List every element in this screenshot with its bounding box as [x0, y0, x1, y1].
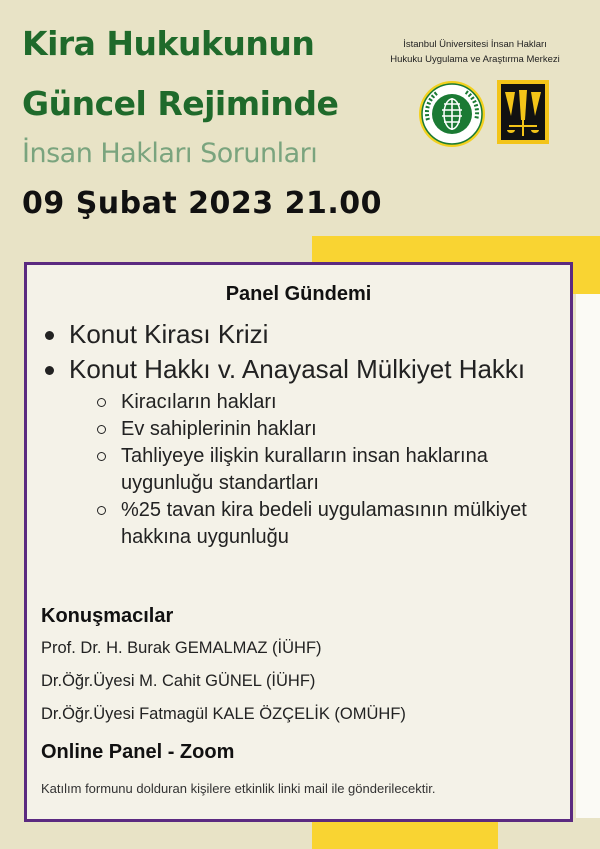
- bullet-icon: [45, 366, 54, 375]
- bullet-icon: [45, 331, 54, 340]
- title-line-2: Güncel Rejiminde: [22, 84, 339, 123]
- subtitle: İnsan Hakları Sorunları: [22, 138, 318, 169]
- right-strip: [576, 294, 600, 818]
- title-line-1: Kira Hukukunun: [22, 24, 315, 63]
- agenda-subitem-label: %25 tavan kira bedeli uygulamasının mülkiyet hakkına uygunluğu: [121, 499, 527, 548]
- agenda-item: [41, 317, 551, 352]
- agenda-subitem: [91, 443, 551, 497]
- agenda-subitem: [91, 389, 551, 416]
- organization-name: [370, 37, 580, 67]
- speaker-name: Prof. Dr. H. Burak GEMALMAZ (İÜHF): [41, 639, 322, 657]
- speaker-name: Dr.Öğr.Üyesi Fatmagül KALE ÖZÇELİK (OMÜHF): [41, 705, 406, 723]
- agenda-sublist: [69, 389, 551, 551]
- event-date: 09 Şubat 2023 21.00: [22, 186, 382, 221]
- agenda-subitem: [91, 416, 551, 443]
- agenda-item: [41, 352, 551, 551]
- organization-line-2: Hukuku Uygulama ve Araştırma Merkezi: [390, 54, 560, 65]
- registration-note: Katılım formunu dolduran kişilere etkinlik linki mail ile gönderilecektir.: [41, 781, 436, 796]
- panel-title: Panel Gündemi: [225, 283, 372, 305]
- agenda-subitem-label: Ev sahiplerinin hakları: [121, 418, 317, 440]
- agenda-panel: [24, 262, 573, 822]
- university-seal-logo: [418, 80, 486, 148]
- circle-bullet-icon: [97, 506, 106, 515]
- organization-line-1: İstanbul Üniversitesi İnsan Hakları: [403, 39, 547, 50]
- circle-bullet-icon: [97, 398, 106, 407]
- agenda-item-label: Konut Kirası Krizi: [69, 319, 269, 349]
- human-rights-centre-logo: [497, 80, 549, 144]
- online-panel-heading: Online Panel - Zoom: [41, 741, 235, 763]
- agenda-list: [41, 317, 551, 551]
- circle-bullet-icon: [97, 425, 106, 434]
- agenda-subitem-label: Tahliyeye ilişkin kuralların insan haklarına uygunluğu standartları: [121, 445, 488, 494]
- yellow-accent-bottom: [312, 818, 498, 849]
- speakers-heading: Konuşmacılar: [41, 605, 174, 627]
- circle-bullet-icon: [97, 452, 106, 461]
- agenda-subitem: [91, 497, 551, 551]
- agenda-item-label: Konut Hakkı v. Anayasal Mülkiyet Hakkı: [69, 354, 526, 384]
- agenda-subitem-label: Kiracıların hakları: [121, 391, 277, 413]
- speaker-name: Dr.Öğr.Üyesi M. Cahit GÜNEL (İÜHF): [41, 672, 316, 690]
